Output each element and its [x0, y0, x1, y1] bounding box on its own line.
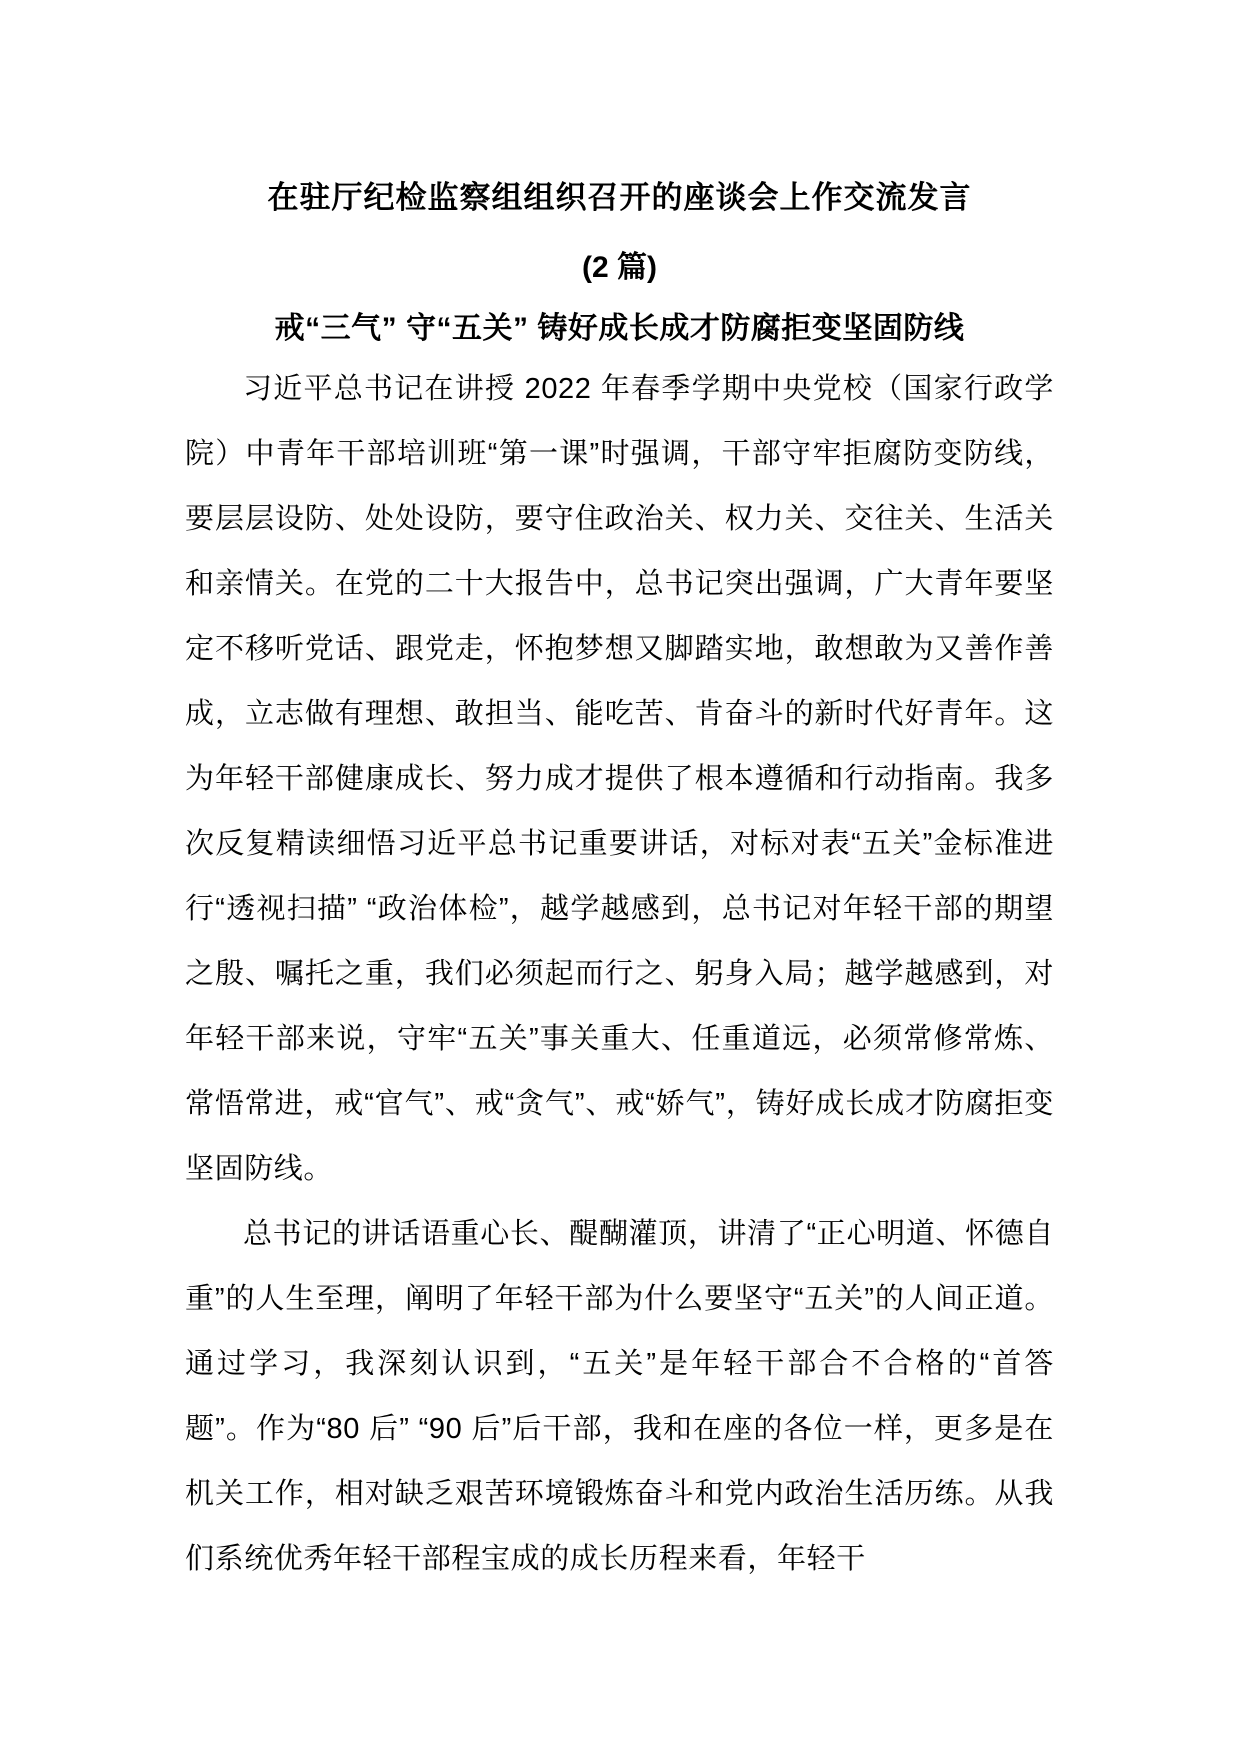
article-count-label: (2 篇)	[582, 251, 657, 284]
body-paragraph-1: 习近平总书记在讲授 2022 年春季学期中央党校（国家行政学院）中青年干部培训班“第一课”时强调，干部守牢拒腐防变防线，要层层设防、处处设防，要守住政治关、权力关、交往关、生活关和亲情关。在党的二十大报告中，总书记突出强调，广大青年要坚定不移听党话、跟党走，怀抱梦想又脚踏实地，敢想敢为又善作善成，立志做有理想、敢担当、能吃苦、肯奋斗的新时代好青年。这为年轻干部健康成长、努力成才提供了根本遵循和行动指南。我多次反复精读细悟习近平总书记重要讲话，对标对表“五关”金标准进行“透视扫描” “政治体检”，越学越感到，总书记对年轻干部的期望之殷、嘱托之重，我们必须起而行之、躬身入局；越学越感到，对年轻干部来说，守牢“五关”事关重大、任重道远，必须常修常炼、常悟常进，戒“官气”、戒“贪气”、戒“娇气”，铸好成长成才防腐拒变坚固防线。	[185, 373, 1054, 1185]
document-title: 在驻厅纪检监察组组织召开的座谈会上作交流发言	[267, 180, 972, 215]
section-title: 戒“三气” 守“五关” 铸好成长成才防腐拒变坚固防线	[274, 312, 965, 345]
body-paragraph-2: 总书记的讲话语重心长、醍醐灌顶，讲清了“正心明道、怀德自重”的人生至理，阐明了年轻干部为什么要坚守“五关”的人间正道。通过学习，我深刻认识到，“五关”是年轻干部合不合格的“首答题”。作为“80 后” “90 后”后干部，我和在座的各位一样，更多是在机关工作，相对缺乏艰苦环境锻炼奋斗和党内政治生活历练。从我们系统优秀年轻干部程宝成的成长历程来看，年轻干	[185, 1218, 1054, 1575]
